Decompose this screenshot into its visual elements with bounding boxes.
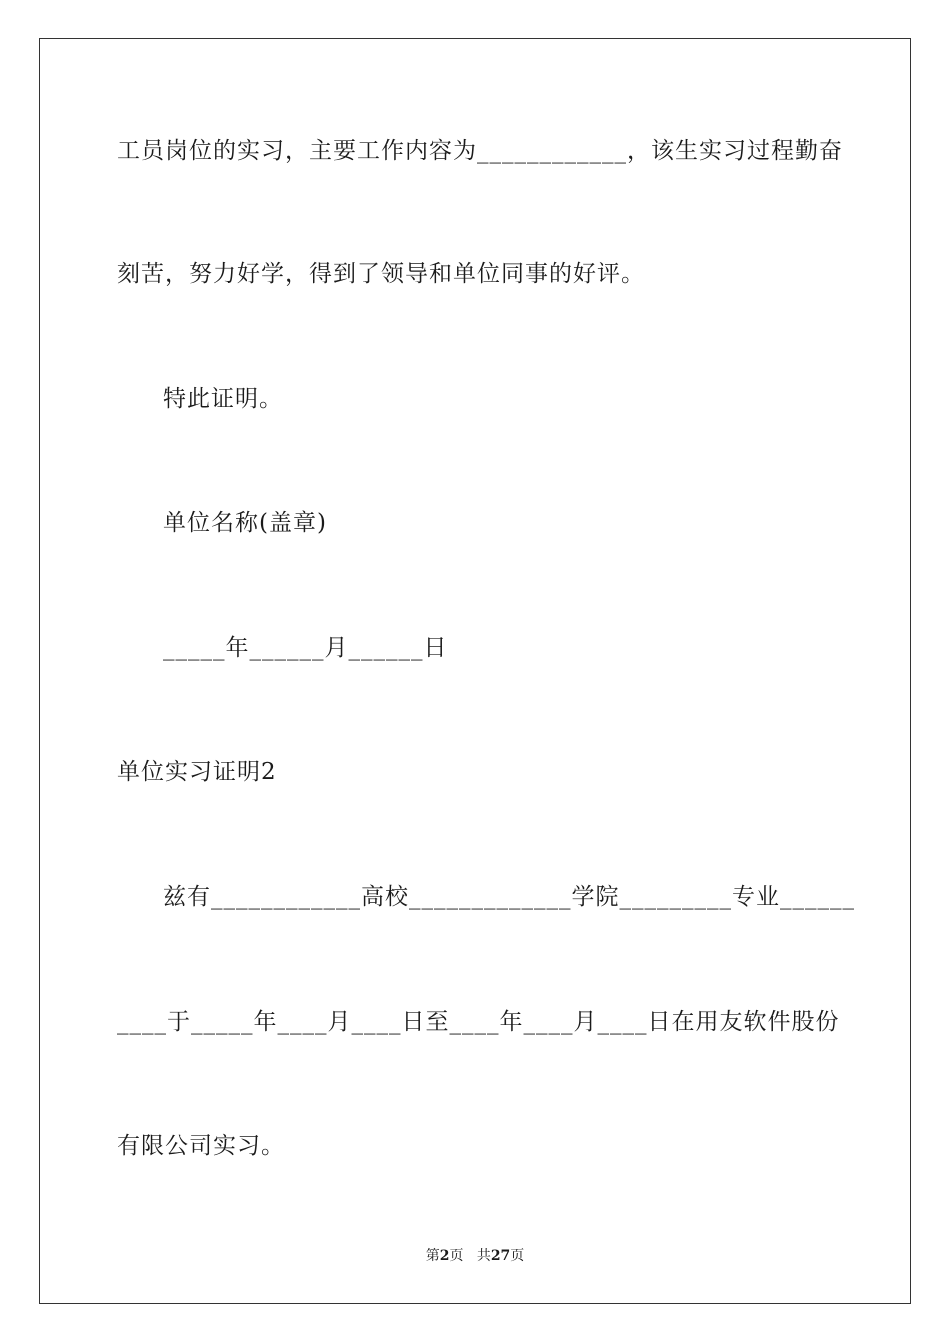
- page-number: 2: [439, 1248, 450, 1264]
- unit-name-seal: 单位名称(盖章): [163, 510, 327, 536]
- page-suffix: 页: [449, 1248, 464, 1264]
- body-line-2: 刻苦，努力好学，得到了领导和单位同事的好评。: [117, 261, 645, 287]
- certify-statement: 特此证明。: [163, 386, 283, 412]
- date-blank-line: _____年______月______日: [163, 635, 448, 661]
- total-suffix: 页: [510, 1248, 525, 1264]
- page-prefix: 第: [425, 1248, 440, 1264]
- body-line-3: 兹有____________高校_____________学院_________专业______: [163, 884, 855, 910]
- body-line-5: 有限公司实习。: [117, 1133, 285, 1159]
- section-heading: 单位实习证明2: [117, 759, 277, 785]
- page-border: [39, 38, 911, 1304]
- body-line-4: ____于_____年____月____日至____年____月____日在用友软件股份: [117, 1009, 840, 1035]
- body-line-1: 工员岗位的实习，主要工作内容为____________，该生实习过程勤奋: [117, 138, 843, 164]
- total-prefix: 共: [476, 1248, 491, 1264]
- total-pages: 27: [490, 1248, 511, 1264]
- page-footer: [0, 1247, 950, 1265]
